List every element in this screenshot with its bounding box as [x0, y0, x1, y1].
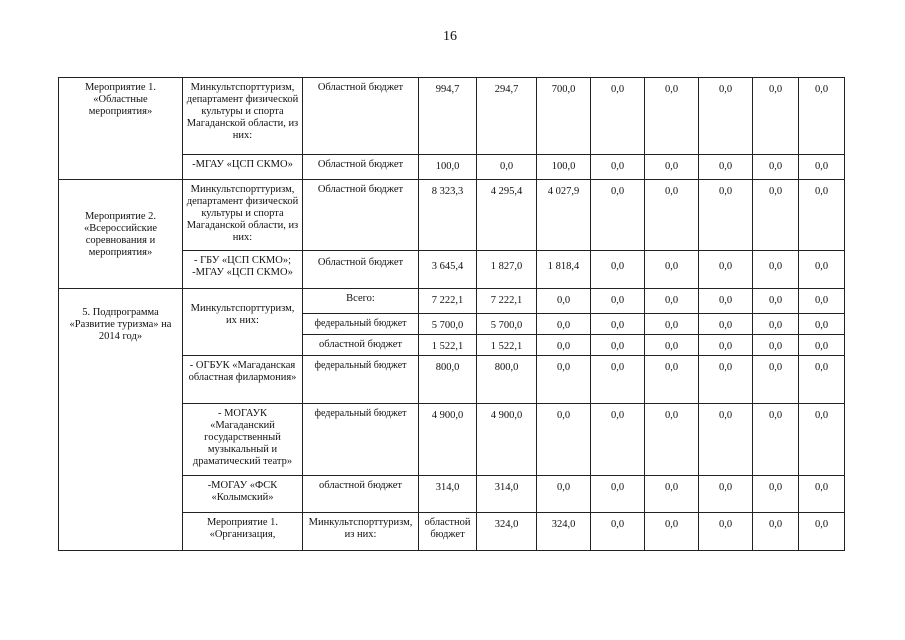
value-cell: 3 645,4 [419, 251, 477, 289]
value-cell: 0,0 [645, 78, 699, 155]
value-cell: 0,0 [699, 251, 753, 289]
value-cell: 0,0 [753, 289, 799, 314]
measure-cell: Мероприятие 2. «Всероссийские соревнования и мероприятия» [59, 180, 183, 289]
value-cell: 0,0 [753, 314, 799, 335]
value-cell: 0,0 [645, 335, 699, 356]
value-cell: 0,0 [537, 476, 591, 513]
value-cell: 0,0 [753, 513, 799, 551]
measure-cell: Мероприятие 1. «Областные мероприятия» [59, 78, 183, 180]
value-cell: 4 027,9 [537, 180, 591, 251]
value-cell: 0,0 [753, 251, 799, 289]
table-row [59, 78, 845, 155]
value-cell: 700,0 [537, 78, 591, 155]
source-cell: федеральный бюджет [303, 314, 419, 335]
value-cell: 100,0 [419, 155, 477, 180]
value-cell: 324,0 [477, 513, 537, 551]
value-cell: 0,0 [699, 476, 753, 513]
source-cell: федеральный бюджет [303, 404, 419, 476]
value-cell: 800,0 [419, 356, 477, 404]
value-cell: 314,0 [477, 476, 537, 513]
value-cell: 0,0 [477, 155, 537, 180]
executor-cell: Минкультспорттуризм, департамент физической культуры и спорта Магаданской области, из них: [183, 78, 303, 155]
executor-cell: -МГАУ «ЦСП СКМО» [183, 155, 303, 180]
value-cell: 0,0 [799, 180, 845, 251]
value-cell: 100,0 [537, 155, 591, 180]
value-cell: 314,0 [419, 476, 477, 513]
value-cell: 0,0 [645, 289, 699, 314]
value-cell: 1 522,1 [477, 335, 537, 356]
value-cell: 0,0 [537, 335, 591, 356]
value-cell: 0,0 [699, 356, 753, 404]
source-cell: Всего: [303, 289, 419, 314]
value-cell: 0,0 [699, 180, 753, 251]
value-cell: 0,0 [591, 335, 645, 356]
source-cell: Областной бюджет [303, 155, 419, 180]
value-cell: 0,0 [799, 356, 845, 404]
value-cell: 994,7 [419, 78, 477, 155]
value-cell: 0,0 [591, 476, 645, 513]
value-cell: 0,0 [799, 78, 845, 155]
value-cell: 0,0 [699, 404, 753, 476]
measure-cell: Мероприятие 1. «Организация, [183, 513, 303, 551]
value-cell: 0,0 [537, 404, 591, 476]
table-row [59, 289, 845, 314]
value-cell: 1 818,4 [537, 251, 591, 289]
value-cell: 0,0 [645, 476, 699, 513]
value-cell: 0,0 [645, 180, 699, 251]
value-cell: 0,0 [591, 78, 645, 155]
value-cell: 0,0 [753, 78, 799, 155]
value-cell: 0,0 [591, 356, 645, 404]
value-cell: 0,0 [799, 314, 845, 335]
source-cell: федеральный бюджет [303, 356, 419, 404]
value-cell: 0,0 [753, 155, 799, 180]
page-number: 16 [443, 29, 457, 44]
value-cell: 0,0 [645, 513, 699, 551]
value-cell: 0,0 [699, 314, 753, 335]
executor-cell: Минкультспорттуризм, их них: [183, 289, 303, 356]
value-cell: 4 295,4 [477, 180, 537, 251]
value-cell: 0,0 [699, 513, 753, 551]
value-cell: 0,0 [799, 513, 845, 551]
value-cell: 0,0 [591, 513, 645, 551]
value-cell: 0,0 [799, 289, 845, 314]
value-cell: 4 900,0 [477, 404, 537, 476]
value-cell: 7 222,1 [419, 289, 477, 314]
source-cell: Областной бюджет [303, 78, 419, 155]
source-cell: Областной бюджет [303, 251, 419, 289]
value-cell: 0,0 [753, 335, 799, 356]
table-row [59, 180, 845, 251]
value-cell: 0,0 [645, 251, 699, 289]
value-cell: 7 222,1 [477, 289, 537, 314]
executor-cell: Минкультспорттуризм, из них: [303, 513, 419, 551]
value-cell: 0,0 [537, 289, 591, 314]
value-cell: 0,0 [799, 476, 845, 513]
value-cell: 0,0 [591, 289, 645, 314]
measure-cell: 5. Подпрограмма «Развитие туризма» на 2014 год» [59, 289, 183, 551]
value-cell: 0,0 [753, 356, 799, 404]
executor-cell: - МОГАУК «Магаданский государственный музыкальный и драматический театр» [183, 404, 303, 476]
value-cell: 0,0 [591, 314, 645, 335]
value-cell: 0,0 [699, 155, 753, 180]
value-cell: 8 323,3 [419, 180, 477, 251]
budget-table [58, 77, 845, 551]
value-cell: 0,0 [537, 356, 591, 404]
value-cell: 0,0 [645, 356, 699, 404]
value-cell: 294,7 [477, 78, 537, 155]
value-cell: 0,0 [591, 404, 645, 476]
value-cell: 0,0 [799, 335, 845, 356]
value-cell: 0,0 [753, 404, 799, 476]
value-cell: 0,0 [753, 476, 799, 513]
value-cell: 0,0 [699, 289, 753, 314]
source-cell: областной бюджет [303, 335, 419, 356]
source-cell: областной бюджет [419, 513, 477, 551]
value-cell: 5 700,0 [477, 314, 537, 335]
executor-cell: Минкультспорттуризм, департамент физической культуры и спорта Магаданской области, из них: [183, 180, 303, 251]
value-cell: 0,0 [591, 180, 645, 251]
value-cell: 5 700,0 [419, 314, 477, 335]
value-cell: 0,0 [645, 404, 699, 476]
executor-cell: - ОГБУК «Магаданская областная филармония» [183, 356, 303, 404]
value-cell: 4 900,0 [419, 404, 477, 476]
executor-cell: - ГБУ «ЦСП СКМО»; -МГАУ «ЦСП СКМО» [183, 251, 303, 289]
value-cell: 1 522,1 [419, 335, 477, 356]
value-cell: 0,0 [645, 155, 699, 180]
source-cell: областной бюджет [303, 476, 419, 513]
value-cell: 0,0 [591, 155, 645, 180]
value-cell: 0,0 [645, 314, 699, 335]
value-cell: 0,0 [537, 314, 591, 335]
value-cell: 0,0 [699, 78, 753, 155]
value-cell: 0,0 [591, 251, 645, 289]
value-cell: 0,0 [799, 155, 845, 180]
value-cell: 324,0 [537, 513, 591, 551]
executor-cell: -МОГАУ «ФСК «Колымский» [183, 476, 303, 513]
value-cell: 0,0 [753, 180, 799, 251]
value-cell: 0,0 [799, 404, 845, 476]
source-cell: Областной бюджет [303, 180, 419, 251]
value-cell: 0,0 [699, 335, 753, 356]
value-cell: 0,0 [799, 251, 845, 289]
value-cell: 1 827,0 [477, 251, 537, 289]
value-cell: 800,0 [477, 356, 537, 404]
